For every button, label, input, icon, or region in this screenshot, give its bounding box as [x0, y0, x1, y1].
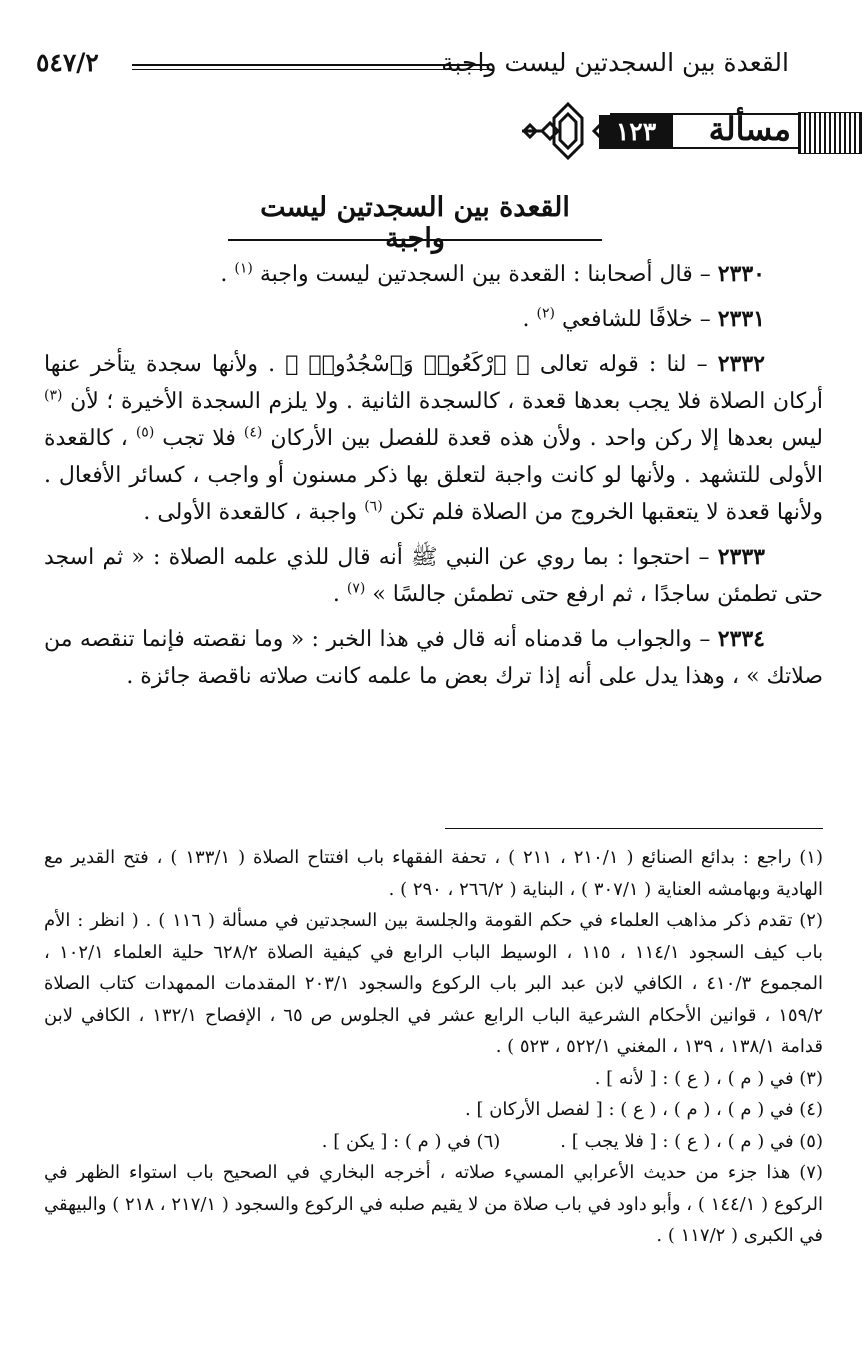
footnote-2: (٢) تقدم ذكر مذاهب العلماء في حكم القومة والجلسة بين السجدتين في مسألة ( ١١٦ ) . ( انظر : الأم باب كيف السجود ١١٤/١ ، ١١٥ ، الوسيط الباب الرابع في كيفية الصلاة ٦٢٨/٢ حلية العلماء ١٠٢/١ ، المجموع ٤١٠/٣ ، الكافي لابن عبد البر باب الركوع والسجود ٢٠٣/١ المقدمات الممهدات كتاب الصلاة ١٥٩/٢ ، قوانين الأحكام الشرعية الباب الرابع عشر في الجلوس ص ٦٥ ، الإفصاح ١٣٢/١ ، الكافي لابن قدامة ١٣٨/١ ، ١٣٩ ، المغني ٥٢٢/١ ، ٥٢٣ ) .: [44, 910, 824, 1057]
paragraph-2334: [44, 621, 823, 695]
paragraph-number: ٢٣٣٢: [717, 351, 765, 377]
running-header: [36, 42, 789, 82]
paragraph-number: ٢٣٣١: [717, 306, 765, 332]
paragraph-number: ٢٣٣٠: [717, 261, 765, 287]
paragraph-text: – والجواب ما قدمناه أنه قال في هذا الخبر : « وما نقصته فإنما تنقصه من صلاتك » ، وهذا يدل على أنه إذا ترك بعض ما علمه كانت صلاته ناقصة جائزة .: [44, 627, 823, 689]
footnote-3: (٣) في ( م ) ، ( ع ) : [ لأنه ] .: [594, 1067, 823, 1089]
page-number: ٥٤٧/٢: [36, 48, 99, 77]
paragraph-2332: [44, 346, 823, 531]
masala-label: مسألة: [708, 110, 791, 148]
footnote-ref: (١): [234, 260, 253, 277]
footnote-5: (٥) في ( م ) ، ( ع ) : [ فلا يجب ] .: [560, 1130, 823, 1152]
paragraph-text: – احتجوا : بما روي عن النبي ﷺ أنه قال للذي علمه الصلاة : « ثم اسجد حتى تطمئن ساجدًا ، ثم ارفع حتى تطمئن جالسًا »: [44, 545, 823, 607]
header-rule-thin: [132, 69, 489, 70]
paragraph-2330: [44, 256, 823, 293]
paragraph-2331: [44, 301, 823, 338]
paragraph-tail: .: [522, 307, 537, 332]
paragraph-tail: واجبة ، كالقعدة الأولى .: [143, 500, 365, 525]
footnote-4: (٤) في ( م ) ، ( م ) ، ( ع ) : [ لفصل الأركان ] .: [465, 1099, 823, 1120]
paragraph-text: ، كالقعدة الأولى للتشهد . ولأنها لو كانت واجبة لتعلق بها ذكر مسنون أو واجب ، كسائر الأفعال . ولأنها قعدة لا يتعقبها الخروج من الصلاة فلم تكن: [44, 426, 823, 525]
running-title: القعدة بين السجدتين ليست واجبة: [441, 48, 789, 77]
footnote-ref: (٤): [243, 424, 263, 441]
footnotes: [44, 842, 823, 1252]
paragraph-number: ٢٣٣٤: [717, 626, 765, 652]
paragraph-2333: [44, 539, 823, 613]
footnote-ref: (٢): [536, 305, 556, 322]
main-text: [44, 256, 823, 703]
masala-banner: [0, 98, 867, 162]
paragraph-text: ليس بعدها إلا ركن واحد . ولأن هذه قعدة للفصل بين الأركان: [270, 426, 823, 451]
masala-number: ١٢٣: [599, 115, 673, 149]
paragraph-text: – قال أصحابنا : القعدة بين السجدتين ليست واجبة: [259, 262, 718, 287]
footnote-separator: [445, 828, 823, 829]
header-rule: [132, 64, 489, 66]
footnote-row-5-6: [44, 1126, 823, 1158]
footnote-1: (١) راجع : بدائع الصنائع ( ٢١٠/١ ، ٢١١ ) ، تحفة الفقهاء باب افتتاح الصلاة ( ١٣٣/١ ) ، فتح القدير مع الهادية وبهامشه العناية ( ٣٠٧/١ ) ، البناية ( ٢٦٦/٢ ، ٢٩٠ ) .: [44, 847, 823, 900]
hatched-block: [798, 112, 862, 154]
title-underline: [228, 239, 602, 241]
footnote-ref: (٣): [44, 387, 63, 404]
footnote-ref: (٥): [135, 424, 155, 441]
paragraph-text: فلا تجب: [162, 426, 244, 451]
footnote-ref: (٦): [364, 498, 383, 515]
footnote-ref: (٧): [346, 580, 366, 597]
paragraph-tail: .: [332, 582, 347, 607]
section-title: القعدة بين السجدتين ليست واجبة: [260, 192, 570, 254]
paragraph-text: – لنا : قوله تعالى ﴿ ٱرْكَعُوا۟ وَٱسْجُدُوا۟ ﴾ . ولأنها سجدة يتأخر عنها أركان الصلاة فلا يجب بعدها قعدة ، كالسجدة الثانية . ولا يلزم السجدة الأخيرة ؛ لأن: [44, 352, 823, 414]
footnote-7: (٧) هذا جزء من حديث الأعرابي المسيء صلاته ، أخرجه البخاري في الصحيح باب استواء الظهر في الركوع ( ١٤٤/١ ) ، وأبو داود في باب صلاة من لا يقيم صلبه في الركوع والسجود ( ٢١٧/١ ، ٢١٨ ) والبيهقي في الكبرى ( ١١٧/٢ ) .: [44, 1162, 823, 1246]
paragraph-tail: .: [220, 262, 235, 287]
ornament-icon: [518, 100, 618, 162]
paragraph-text: – خلافًا للشافعي: [562, 307, 718, 332]
paragraph-number: ٢٣٣٣: [717, 544, 765, 570]
footnote-6: (٦) في ( م ) : [ يكن ] .: [321, 1130, 501, 1152]
